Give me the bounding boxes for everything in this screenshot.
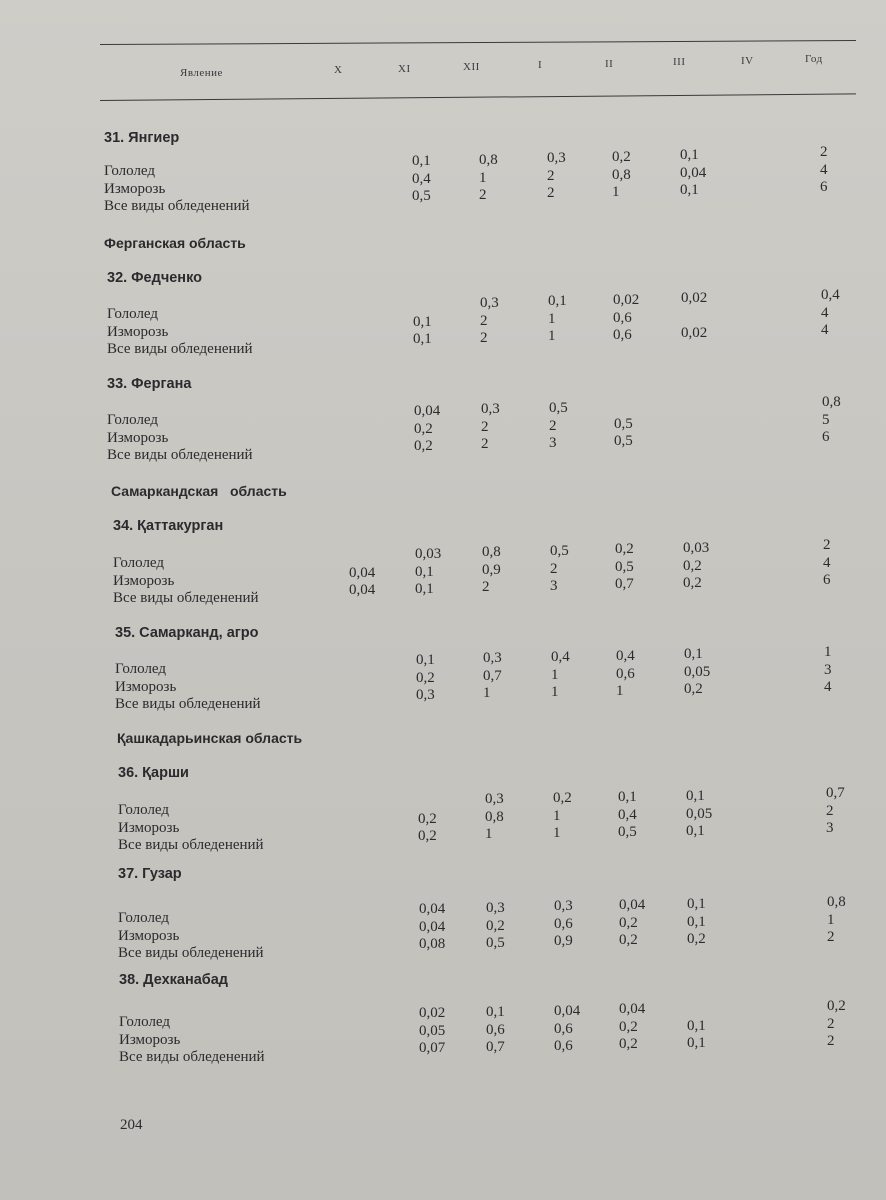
month-value-cell: 0,6 bbox=[616, 665, 635, 682]
month-value-cell: 0,02 bbox=[419, 1005, 446, 1021]
month-value-cell: 0,9 bbox=[482, 561, 501, 578]
month-value-cell: 2 bbox=[481, 418, 489, 435]
month-value-cell: 0,2 bbox=[619, 932, 638, 948]
table-top-rule bbox=[100, 40, 856, 45]
month-value-cell: 0,1 bbox=[684, 646, 703, 662]
col-header-ii: II bbox=[605, 58, 614, 70]
month-value-cell: 2 bbox=[480, 330, 488, 346]
month-value-cell: 0,1 bbox=[486, 1004, 505, 1020]
month-value-cell: 0,04 bbox=[619, 1001, 646, 1017]
year-total-cell: 6 bbox=[823, 572, 831, 588]
month-value-cell: 0,2 bbox=[615, 541, 634, 557]
month-value-cell: 0,04 bbox=[349, 582, 376, 598]
month-value-cell: 0,2 bbox=[414, 438, 433, 454]
month-value-cell: 3 bbox=[550, 578, 558, 594]
col-header-year: Год bbox=[805, 53, 823, 65]
month-value-cell: 0,04 bbox=[680, 164, 707, 181]
month-value-cell: 1 bbox=[612, 184, 620, 200]
station-heading: 38. Дехканабад bbox=[119, 972, 228, 988]
row-label: Изморозь bbox=[119, 1031, 181, 1048]
month-value-cell: 0,1 bbox=[687, 1035, 706, 1051]
month-value-cell: 2 bbox=[550, 560, 558, 577]
row-label: Гололед bbox=[104, 163, 156, 179]
year-total-cell: 0,2 bbox=[827, 998, 846, 1014]
month-value-cell: 0,08 bbox=[419, 936, 446, 952]
row-label: Гололед bbox=[119, 1014, 171, 1030]
row-label: Изморозь bbox=[118, 819, 180, 836]
month-value-cell: 1 bbox=[553, 825, 561, 841]
month-value-cell: 0,1 bbox=[687, 1017, 706, 1034]
month-value-cell: 0,2 bbox=[418, 828, 437, 844]
month-value-cell: 0,3 bbox=[480, 295, 499, 311]
month-value-cell: 0,5 bbox=[614, 415, 633, 432]
month-value-cell: 0,1 bbox=[680, 147, 699, 163]
region-heading: Ферганская область bbox=[104, 235, 246, 251]
month-value-cell: 2 bbox=[480, 312, 488, 329]
month-value-cell: 0,9 bbox=[554, 933, 573, 949]
month-value-cell: 0,2 bbox=[687, 931, 706, 947]
month-value-cell: 0,02 bbox=[681, 290, 708, 306]
month-value-cell: 0,8 bbox=[479, 152, 498, 168]
month-value-cell: 0,5 bbox=[412, 188, 431, 204]
month-value-cell: 0,3 bbox=[485, 791, 504, 807]
month-value-cell: 0,1 bbox=[686, 788, 705, 804]
station-heading: 34. Қаттакурган bbox=[113, 518, 224, 534]
month-value-cell: 1 bbox=[553, 807, 561, 824]
row-label: Изморозь bbox=[104, 180, 166, 197]
month-value-cell: 1 bbox=[616, 683, 624, 699]
month-value-cell: 0,7 bbox=[486, 1039, 505, 1055]
month-value-cell: 1 bbox=[479, 169, 487, 186]
station-heading: 31. Янгиер bbox=[104, 130, 180, 146]
year-total-cell: 2 bbox=[820, 144, 828, 160]
month-value-cell: 0,6 bbox=[554, 1038, 573, 1054]
month-value-cell: 0,04 bbox=[619, 897, 646, 913]
month-value-cell: 0,04 bbox=[554, 1003, 581, 1019]
row-label: Гололед bbox=[113, 555, 165, 571]
month-value-cell: 0,1 bbox=[687, 896, 706, 912]
month-value-cell: 1 bbox=[551, 684, 559, 700]
col-header-phenomenon: Явление bbox=[180, 67, 223, 79]
month-value-cell: 0,1 bbox=[548, 293, 567, 309]
row-label: Все виды обледенений bbox=[115, 696, 261, 712]
month-value-cell: 0,2 bbox=[414, 420, 433, 437]
month-value-cell: 0,05 bbox=[419, 1022, 446, 1039]
month-value-cell: 0,4 bbox=[616, 648, 635, 664]
year-total-cell: 2 bbox=[827, 929, 835, 945]
month-value-cell: 0,1 bbox=[687, 913, 706, 930]
year-total-cell: 4 bbox=[823, 554, 831, 571]
row-label: Изморозь bbox=[107, 323, 169, 340]
row-label: Все виды обледенений bbox=[113, 590, 259, 606]
month-value-cell: 2 bbox=[482, 579, 490, 595]
month-value-cell: 0,04 bbox=[414, 403, 441, 419]
page-number: 204 bbox=[120, 1117, 143, 1133]
month-value-cell: 0,5 bbox=[618, 824, 637, 840]
row-label: Гололед bbox=[115, 661, 167, 677]
month-value-cell: 0,7 bbox=[615, 576, 634, 592]
month-value-cell: 2 bbox=[479, 187, 487, 203]
month-value-cell: 0,5 bbox=[486, 935, 505, 951]
month-value-cell: 0,2 bbox=[619, 914, 638, 931]
year-total-cell: 1 bbox=[827, 911, 835, 928]
month-value-cell: 0,5 bbox=[614, 433, 633, 449]
month-value-cell: 0,2 bbox=[683, 557, 702, 574]
month-value-cell: 0,2 bbox=[619, 1018, 638, 1035]
month-value-cell: 0,1 bbox=[686, 823, 705, 839]
month-value-cell: 0,2 bbox=[553, 790, 572, 806]
month-value-cell: 0,8 bbox=[485, 808, 504, 825]
month-value-cell: 0,8 bbox=[482, 544, 501, 560]
month-value-cell: 0,1 bbox=[412, 153, 431, 169]
row-label: Изморозь bbox=[118, 927, 180, 944]
month-value-cell: 0,1 bbox=[413, 313, 432, 330]
year-total-cell: 2 bbox=[823, 537, 831, 553]
month-value-cell: 0,1 bbox=[680, 182, 699, 198]
month-value-cell: 1 bbox=[551, 666, 559, 683]
col-header-iv: IV bbox=[741, 55, 754, 67]
col-header-iii: III bbox=[673, 56, 686, 68]
month-value-cell: 0,6 bbox=[486, 1021, 505, 1038]
month-value-cell: 0,04 bbox=[419, 901, 446, 917]
col-header-xii: XII bbox=[463, 61, 480, 73]
station-heading: 36. Қарши bbox=[118, 765, 189, 781]
month-value-cell: 1 bbox=[548, 310, 556, 327]
month-value-cell: 0,05 bbox=[686, 805, 713, 822]
month-value-cell: 1 bbox=[485, 826, 493, 842]
month-value-cell: 0,4 bbox=[618, 806, 637, 823]
year-total-cell: 6 bbox=[822, 429, 830, 445]
month-value-cell: 0,2 bbox=[486, 917, 505, 934]
col-header-i: I bbox=[538, 59, 543, 71]
month-value-cell: 0,1 bbox=[415, 581, 434, 597]
month-value-cell: 0,1 bbox=[416, 652, 435, 668]
year-total-cell: 4 bbox=[821, 322, 829, 338]
month-value-cell: 0,2 bbox=[612, 149, 631, 165]
row-label: Гололед bbox=[118, 802, 170, 818]
month-value-cell: 0,6 bbox=[554, 915, 573, 932]
year-total-cell: 0,4 bbox=[821, 287, 840, 303]
col-header-x: X bbox=[334, 64, 343, 76]
row-label: Гололед bbox=[107, 412, 159, 428]
month-value-cell: 0,03 bbox=[683, 540, 710, 556]
row-label: Все виды обледенений bbox=[119, 1049, 265, 1065]
month-value-cell: 0,1 bbox=[618, 789, 637, 805]
month-value-cell: 2 bbox=[481, 436, 489, 452]
year-total-cell: 4 bbox=[821, 304, 829, 321]
month-value-cell: 0,4 bbox=[551, 649, 570, 665]
month-value-cell: 0,3 bbox=[547, 150, 566, 166]
month-value-cell: 0,5 bbox=[549, 400, 568, 416]
month-value-cell: 1 bbox=[483, 685, 491, 701]
month-value-cell: 0,04 bbox=[419, 918, 446, 935]
month-value-cell: 0,3 bbox=[486, 900, 505, 916]
month-value-cell: 0,8 bbox=[612, 166, 631, 183]
month-value-cell: 0,2 bbox=[684, 681, 703, 697]
row-label: Изморозь bbox=[113, 572, 175, 589]
row-label: Все виды обледенений bbox=[118, 837, 264, 853]
month-value-cell: 0,05 bbox=[684, 663, 711, 680]
year-total-cell: 6 bbox=[820, 179, 828, 195]
year-total-cell: 4 bbox=[824, 679, 832, 695]
month-value-cell: 0,02 bbox=[613, 292, 640, 308]
station-heading: 35. Самарканд, агро bbox=[115, 625, 259, 641]
month-value-cell: 0,2 bbox=[416, 669, 435, 686]
month-value-cell: 0,3 bbox=[481, 401, 500, 417]
month-value-cell: 0,6 bbox=[613, 309, 632, 326]
station-heading: 37. Гузар bbox=[118, 866, 182, 882]
year-total-cell: 2 bbox=[826, 802, 834, 819]
year-total-cell: 4 bbox=[820, 161, 828, 178]
year-total-cell: 0,7 bbox=[826, 785, 845, 801]
month-value-cell: 0,4 bbox=[412, 170, 431, 187]
row-label: Все виды обледенений bbox=[107, 341, 253, 357]
row-label: Изморозь bbox=[107, 429, 169, 446]
region-heading: Қашкадарьинская область bbox=[117, 730, 303, 746]
row-label: Гололед bbox=[118, 910, 170, 926]
col-header-xi: XI bbox=[398, 63, 411, 75]
table-header-rule bbox=[100, 93, 856, 101]
row-label: Гололед bbox=[107, 306, 159, 322]
month-value-cell: 3 bbox=[549, 435, 557, 451]
month-value-cell: 0,2 bbox=[418, 810, 437, 827]
station-heading: 33. Фергана bbox=[107, 376, 192, 392]
month-value-cell: 0,7 bbox=[483, 667, 502, 684]
month-value-cell: 0,04 bbox=[349, 564, 376, 581]
month-value-cell: 0,3 bbox=[554, 898, 573, 914]
year-total-cell: 2 bbox=[827, 1015, 835, 1032]
year-total-cell: 1 bbox=[824, 644, 832, 660]
month-value-cell: 0,2 bbox=[683, 575, 702, 591]
month-value-cell: 0,5 bbox=[615, 558, 634, 575]
month-value-cell: 0,5 bbox=[550, 543, 569, 559]
month-value-cell: 0,3 bbox=[416, 687, 435, 703]
month-value-cell: 1 bbox=[548, 328, 556, 344]
year-total-cell: 2 bbox=[827, 1033, 835, 1049]
month-value-cell: 2 bbox=[549, 417, 557, 434]
month-value-cell: 0,6 bbox=[613, 327, 632, 343]
month-value-cell: 2 bbox=[547, 167, 555, 184]
region-heading: Самаркандская область bbox=[111, 483, 287, 499]
row-label: Все виды обледенений bbox=[104, 198, 250, 214]
year-total-cell: 3 bbox=[826, 820, 834, 836]
month-value-cell: 0,1 bbox=[415, 563, 434, 580]
row-label: Изморозь bbox=[115, 678, 177, 695]
month-value-cell: 0,2 bbox=[619, 1036, 638, 1052]
month-value-cell: 0,3 bbox=[483, 650, 502, 666]
month-value-cell: 0,6 bbox=[554, 1020, 573, 1037]
year-total-cell: 3 bbox=[824, 661, 832, 678]
month-value-cell: 2 bbox=[547, 185, 555, 201]
year-total-cell: 0,8 bbox=[822, 394, 841, 410]
row-label: Все виды обледенений bbox=[118, 945, 264, 961]
month-value-cell: 0,03 bbox=[415, 546, 442, 562]
month-value-cell: 0,1 bbox=[413, 331, 432, 347]
year-total-cell: 0,8 bbox=[827, 894, 846, 910]
month-value-cell: 0,02 bbox=[681, 325, 708, 341]
station-heading: 32. Федченко bbox=[107, 270, 202, 286]
year-total-cell: 5 bbox=[822, 411, 830, 428]
month-value-cell: 0,07 bbox=[419, 1040, 446, 1056]
row-label: Все виды обледенений bbox=[107, 447, 253, 463]
